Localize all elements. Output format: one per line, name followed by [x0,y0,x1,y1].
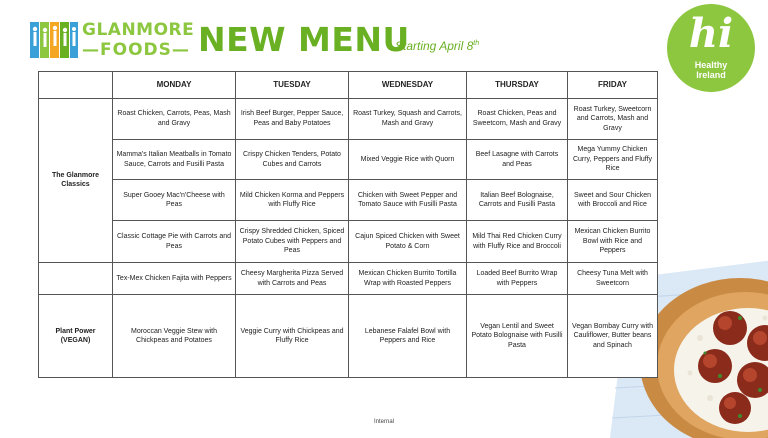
menu-cell: Tex-Mex Chicken Fajita with Peppers [113,262,236,295]
day-header-thursday: THURSDAY [467,72,568,99]
menu-cell: Cheesy Tuna Melt with Sweetcorn [568,262,658,295]
menu-cell: Sweet and Sour Chicken with Broccoli and Rice [568,180,658,221]
day-header-tuesday: TUESDAY [236,72,349,99]
menu-cell: Cajun Spiced Chicken with Sweet Potato & Corn [349,221,467,263]
table-row [39,221,658,263]
day-header-friday: FRIDAY [568,72,658,99]
menu-cell: Italian Beef Bolognaise, Carrots and Fusilli Pasta [467,180,568,221]
menu-cell: Veggie Curry with Chickpeas and Fluffy Rice [236,295,349,378]
menu-cell: Mega Yummy Chicken Curry, Peppers and Fluffy Rice [568,139,658,180]
page-subtitle [395,39,479,53]
menu-cell: Moroccan Veggie Stew with Chickpeas and Potatoes [113,295,236,378]
header-corner [39,72,113,99]
brand-line-2: —FOODS— [82,40,190,60]
menu-cell: Roast Chicken, Peas and Sweetcorn, Mash and Gravy [467,99,568,140]
subtitle-text: Starting April 8 [395,39,474,53]
menu-cell: Crispy Chicken Tenders, Potato Cubes and Carrots [236,139,349,180]
subtitle-sup: th [473,40,480,47]
menu-cell: Vegan Lentil and Sweet Potato Bolognaise with Fusilli Pasta [467,295,568,378]
day-header-wednesday: WEDNESDAY [349,72,467,99]
menu-cell: Super Gooey Mac'n'Cheese with Peas [113,180,236,221]
weekly-menu-table [38,71,658,378]
page-title: NEW MENU [198,20,410,59]
menu-cell: Mixed Veggie Rice with Quorn [349,139,467,180]
badge-line-2: Ireland [696,70,726,80]
menu-cell: Lebanese Falafel Bowl with Peppers and Rice [349,295,467,378]
badge-line-1: Healthy [694,60,728,70]
menu-cell: Mexican Chicken Burrito Tortilla Wrap with Roasted Peppers [349,262,467,295]
running-figures-icon [30,22,78,58]
category-classics: The Glanmore Classics [39,99,113,263]
menu-cell: Crispy Shredded Chicken, Spiced Potato Cubes with Peppers and Peas [236,221,349,263]
table-row [39,295,658,378]
menu-cell: Roast Chicken, Carrots, Peas, Mash and Gravy [113,99,236,140]
menu-cell: Roast Turkey, Sweetcorn and Carrots, Mash and Gravy [568,99,658,140]
badge-hi: hi [688,10,734,57]
glanmore-foods-logo [30,18,195,62]
table-row [39,139,658,180]
menu-cell: Beef Lasagne with Carrots and Peas [467,139,568,180]
footer-classification: Internal [373,419,394,425]
category-empty [39,262,113,295]
menu-cell: Mamma's Italian Meatballs in Tomato Sauce, Carrots and Fusilli Pasta [113,139,236,180]
menu-cell: Vegan Bombay Curry with Cauliflower, Butter beans and Spinach [568,295,658,378]
table-header-row [39,72,658,99]
table-row [39,99,658,140]
menu-cell: Irish Beef Burger, Pepper Sauce, Peas and Baby Potatoes [236,99,349,140]
menu-cell: Cheesy Margherita Pizza Served with Carrots and Peas [236,262,349,295]
day-header-monday: MONDAY [113,72,236,99]
menu-cell: Chicken with Sweet Pepper and Tomato Sauce with Fusilli Pasta [349,180,467,221]
menu-cell: Mild Thai Red Chicken Curry with Fluffy Rice and Broccoli [467,221,568,263]
menu-cell: Roast Turkey, Squash and Carrots, Mash and Gravy [349,99,467,140]
table-row [39,180,658,221]
menu-cell: Loaded Beef Burrito Wrap with Peppers [467,262,568,295]
menu-cell: Classic Cottage Pie with Carrots and Peas [113,221,236,263]
header [30,14,590,64]
healthy-ireland-badge [667,4,755,92]
brand-line-1: GLANMORE [82,20,195,40]
table-row [39,262,658,295]
menu-cell: Mexican Chicken Burrito Bowl with Rice and Peppers [568,221,658,263]
menu-cell: Mild Chicken Korma and Peppers with Fluffy Rice [236,180,349,221]
category-plant-power: Plant Power (VEGAN) [39,295,113,378]
